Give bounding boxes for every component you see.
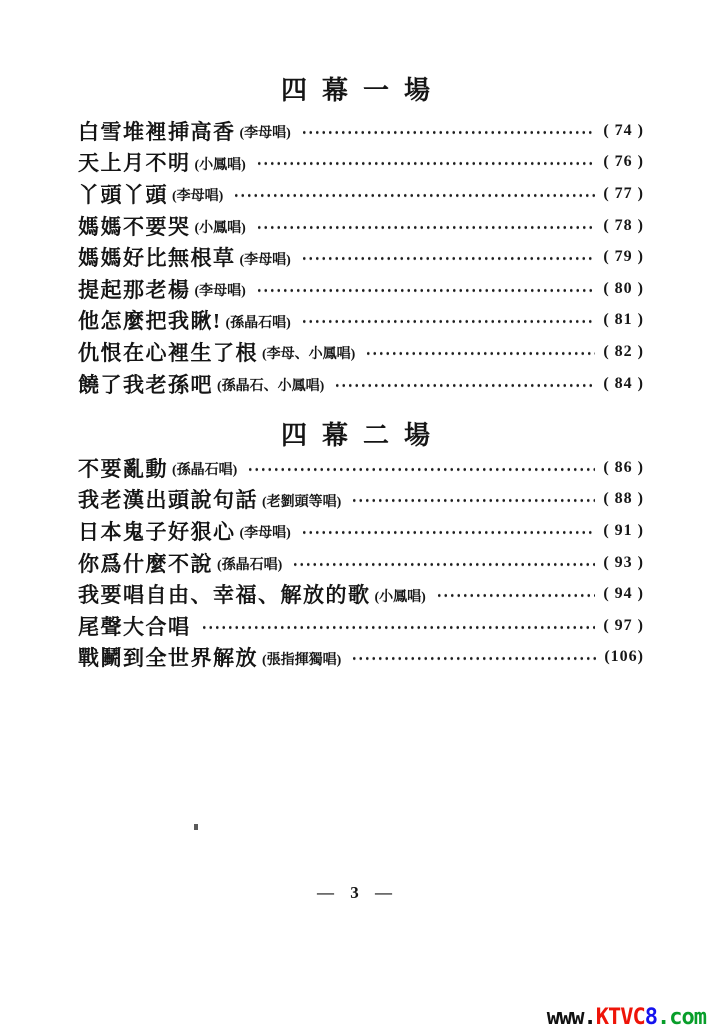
entry-page-number: ( 91 ) [603, 521, 644, 539]
dotted-leader [233, 178, 595, 210]
entry-page-number: ( 77 ) [603, 184, 644, 202]
toc-entry [78, 273, 644, 305]
entry-page-number: ( 93 ) [603, 553, 644, 571]
entry-performer: (李母、小鳳唱) [262, 347, 356, 363]
watermark-segment: .com [657, 1005, 706, 1030]
entry-performer: (李母唱) [172, 189, 224, 205]
entry-performer: (張指揮獨唱) [262, 652, 342, 668]
section-heading-act4-scene2 [0, 419, 710, 453]
entry-page-number: (106) [604, 648, 644, 666]
dotted-leader [351, 484, 595, 516]
entry-title: 戰鬭到全世界解放 [78, 646, 258, 671]
toc-entry [78, 642, 644, 674]
entry-title: 媽媽不要哭 [78, 214, 191, 239]
entry-title: 你爲什麼不說 [78, 551, 213, 576]
entry-title: 白雪堆裡挿高香 [78, 119, 236, 144]
entry-title: 丫頭丫頭 [78, 182, 168, 207]
entry-title: 仇恨在心裡生了根 [78, 340, 258, 365]
entry-performer: (孫晶石唱) [225, 315, 291, 331]
toc-entry [78, 515, 644, 547]
section-heading-act4-scene1 [0, 74, 710, 108]
toc-entries-scene1 [78, 115, 644, 399]
dotted-leader [301, 305, 596, 337]
entry-performer: (孫晶石唱) [217, 558, 283, 574]
page-number-footer [0, 880, 710, 906]
toc-entry [78, 547, 644, 579]
dotted-leader [334, 368, 595, 400]
watermark-segment: KTVC [595, 1005, 645, 1030]
toc-entry [78, 305, 644, 337]
toc-entry [78, 178, 644, 210]
entry-performer: (小鳳唱) [194, 157, 246, 173]
entry-page-number: ( 79 ) [603, 248, 644, 266]
toc-entry [78, 610, 644, 642]
toc-entry [78, 578, 644, 610]
dotted-leader [292, 547, 595, 579]
entry-page-number: ( 97 ) [603, 616, 644, 634]
section-heading-text: 四幕二場 [280, 421, 445, 450]
entry-performer: (小鳳唱) [194, 221, 246, 237]
entry-page-number: ( 76 ) [603, 153, 644, 171]
toc-entry [78, 484, 644, 516]
entry-performer: (老劉頭等唱) [262, 494, 342, 510]
entry-performer: (孫晶石唱) [172, 463, 238, 479]
entry-performer: (孫晶石、小鳳唱) [217, 379, 325, 395]
entry-page-number: ( 94 ) [603, 585, 644, 603]
entry-title: 尾聲大合唱 [78, 614, 191, 639]
entry-page-number: ( 88 ) [603, 490, 644, 508]
entry-page-number: ( 80 ) [603, 279, 644, 297]
dotted-leader [365, 336, 595, 368]
dotted-leader [256, 210, 596, 242]
entry-title: 饒了我老孫吧 [78, 372, 213, 397]
ink-speck [194, 824, 198, 830]
toc-entry [78, 368, 644, 400]
entry-title: 提起那老楊 [78, 277, 191, 302]
entry-title: 他怎麼把我瞅! [78, 309, 222, 334]
toc-entry [78, 452, 644, 484]
toc-entry [78, 210, 644, 242]
entry-title: 日本鬼子好狠心 [78, 519, 236, 544]
toc-entry [78, 241, 644, 273]
entry-title: 我老漢出頭說句話 [78, 488, 258, 513]
dotted-leader [247, 452, 595, 484]
watermark-segment: 8 [644, 1005, 658, 1030]
toc-entry [78, 336, 644, 368]
toc-entry [78, 115, 644, 147]
entry-page-number: ( 78 ) [603, 216, 644, 234]
entry-title: 媽媽好比無根草 [78, 246, 236, 271]
dotted-leader [301, 115, 596, 147]
entry-page-number: ( 82 ) [603, 342, 644, 360]
section-heading-text: 四幕一場 [280, 76, 445, 105]
entry-performer: (小鳳唱) [374, 589, 426, 605]
entry-performer: (李母唱) [239, 126, 291, 142]
entry-performer: (李母唱) [239, 526, 291, 542]
entry-page-number: ( 86 ) [603, 458, 644, 476]
dotted-leader [436, 578, 596, 610]
entry-title: 我要唱自由、幸福、解放的歌 [78, 583, 371, 608]
toc-entry [78, 147, 644, 179]
dotted-leader [201, 610, 596, 642]
dotted-leader [351, 642, 596, 674]
entry-page-number: ( 74 ) [603, 121, 644, 139]
watermark-segment: www. [546, 1005, 596, 1030]
entry-page-number: ( 81 ) [603, 311, 644, 329]
page-number-text: — 3 — [317, 883, 393, 902]
dotted-leader [301, 241, 596, 273]
entry-performer: (李母唱) [194, 284, 246, 300]
entry-title: 天上月不明 [78, 151, 191, 176]
entry-title: 不要亂動 [78, 456, 168, 481]
dotted-leader [301, 515, 596, 547]
watermark [547, 1005, 706, 1030]
dotted-leader [256, 147, 596, 179]
toc-entries-scene2 [78, 452, 644, 673]
dotted-leader [256, 273, 596, 305]
entry-page-number: ( 84 ) [603, 374, 644, 392]
entry-performer: (李母唱) [239, 252, 291, 268]
